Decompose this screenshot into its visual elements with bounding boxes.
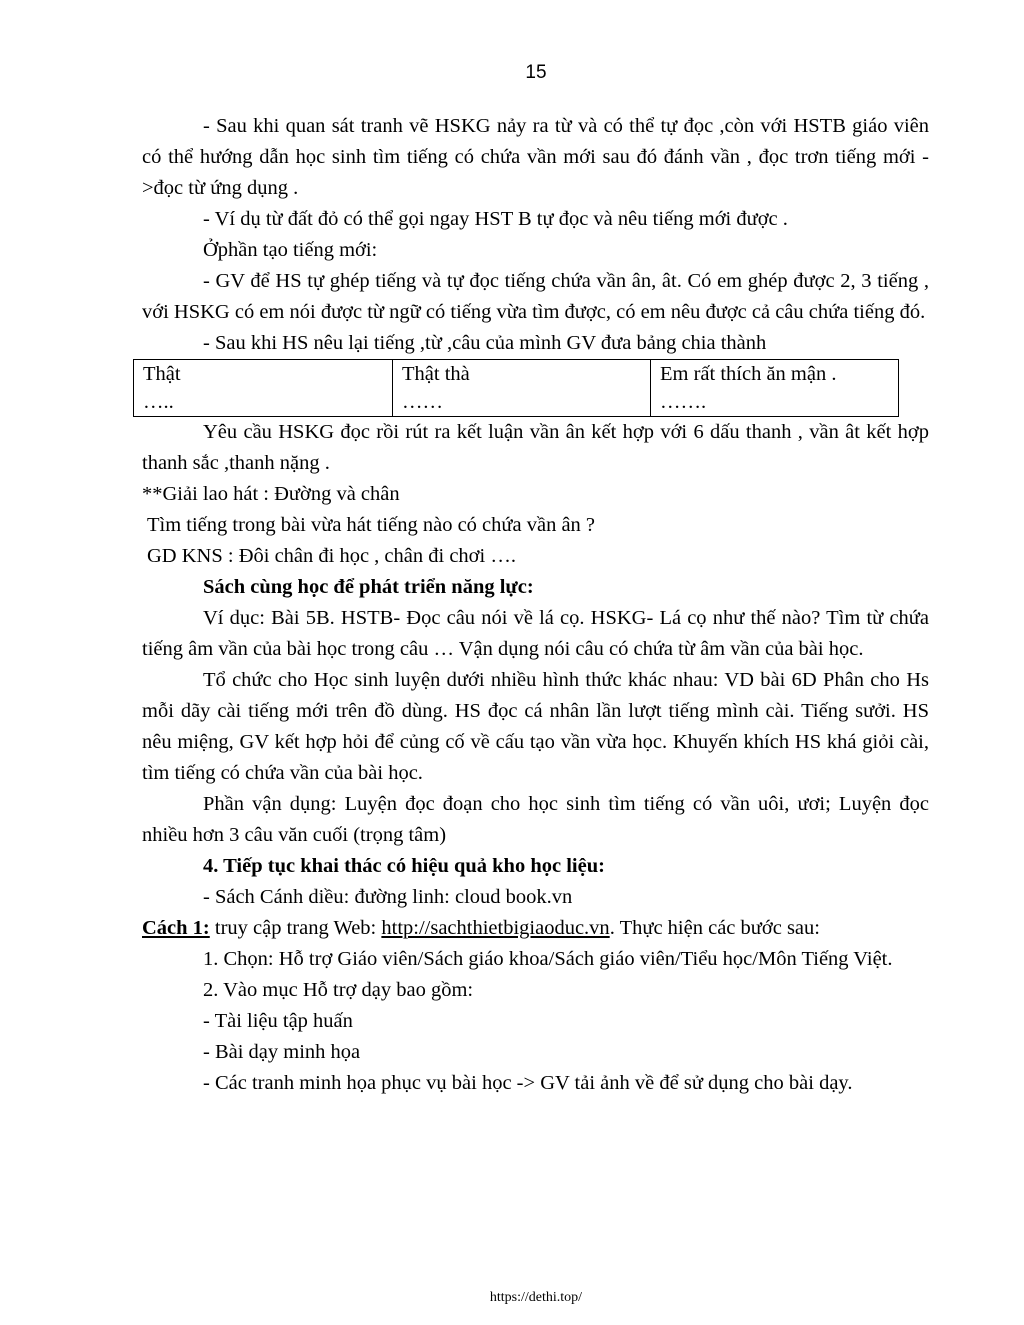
paragraph-16: - Tài liệu tập huấn	[203, 1010, 353, 1032]
website-link[interactable]: http://sachthietbigiaoduc.vn	[381, 917, 610, 939]
paragraph-12: Phần vận dụng: Luyện đọc đoạn cho học sinh tìm tiếng có vần uôi, ươi; Luyện đọc nhiều hơn 3 câu văn cuối (trọng tâm)	[142, 793, 929, 846]
cell-bottom-text: …..	[143, 391, 174, 413]
method-1-after: . Thực hiện các bước sau:	[609, 917, 820, 939]
paragraph-1: - Sau khi quan sát tranh vẽ HSKG nảy ra từ và có thể tự đọc ,còn với HSTB giáo viên có thể hướng dẫn học sinh tìm tiếng có chứa vần mới sau đó đánh vần , đọc trơn tiếng mới ->đọc từ ứng dụng .	[142, 115, 929, 199]
footer-url[interactable]: https://dethi.top/	[489, 1290, 583, 1305]
method-1-line	[142, 913, 929, 944]
document-body	[142, 111, 929, 1099]
paragraph-4: - GV để HS tự ghép tiếng và tự đọc tiếng chứa vần ân, ât. Có em ghép được 2, 3 tiếng , với HSKG có em nói được từ ngữ có tiếng vừa tìm được, có em nêu được cả câu chứa tiếng đó.	[142, 270, 929, 323]
paragraph-2: - Ví dụ từ đất đỏ có thể gọi ngay HST B tự đọc và nêu tiếng mới được .	[203, 208, 788, 230]
cell-top-text: Thật thà	[402, 363, 470, 385]
paragraph-8: Tìm tiếng trong bài vừa hát tiếng nào có chứa vần ân ?	[147, 514, 596, 536]
page-number: 15	[525, 62, 547, 83]
paragraph-7: **Giải lao hát : Đường và chân	[142, 483, 400, 505]
method-1-text: truy cập trang Web:	[209, 917, 382, 939]
paragraph-6: Yêu cầu HSKG đọc rồi rút ra kết luận vần ân kết hợp với 6 dấu thanh , vần ât kết hợp thanh sắc ,thanh nặng .	[142, 421, 929, 474]
table-cell	[651, 360, 899, 417]
table-row	[134, 360, 899, 417]
paragraph-14: 1. Chọn: Hỗ trợ Giáo viên/Sách giáo khoa/Sách giáo viên/Tiểu học/Môn Tiếng Việt.	[203, 948, 893, 970]
paragraph-3: Ởphần tạo tiếng mới:	[203, 239, 378, 261]
word-table	[133, 359, 899, 417]
table-cell	[393, 360, 651, 417]
cell-bottom-text: …….	[660, 391, 707, 413]
paragraph-5: - Sau khi HS nêu lại tiếng ,từ ,câu của mình GV đưa bảng chia thành	[203, 332, 767, 354]
cell-top-text: Em rất thích ăn mận .	[660, 363, 837, 385]
section-heading-1: Sách cùng học để phát triển năng lực:	[203, 576, 534, 598]
table-cell	[134, 360, 393, 417]
section-heading-2: 4. Tiếp tục khai thác có hiệu quả kho học liệu:	[203, 855, 605, 877]
paragraph-18: - Các tranh minh họa phục vụ bài học -> GV tải ảnh về để sử dụng cho bài dạy.	[203, 1072, 853, 1094]
cell-bottom-text: ……	[402, 391, 443, 413]
paragraph-10: Ví dục: Bài 5B. HSTB- Đọc câu nói về lá cọ. HSKG- Lá cọ như thế nào? Tìm từ chứa tiếng âm vần của bài học trong câu … Vận dụng nói câu có chứa từ âm vần của bài học.	[142, 607, 929, 660]
paragraph-13: - Sách Cánh diều: đường linh: cloud book.vn	[203, 886, 573, 908]
paragraph-15: 2. Vào mục Hỗ trợ dạy bao gồm:	[203, 979, 474, 1001]
paragraph-17: - Bài dạy minh họa	[203, 1041, 361, 1063]
cell-top-text: Thật	[143, 363, 181, 385]
paragraph-11: Tổ chức cho Học sinh luyện dưới nhiều hình thức khác nhau: VD bài 6D Phân cho Hs mỗi dãy cài tiếng mới trên đồ dùng. HS đọc cá nhân lần lượt tiếng mình cài. Tiếng sưởi. HS nêu miệng, GV kết hợp hỏi để củng cố về cấu tạo vần vừa học. Khuyến khích HS khá giỏi cài, tìm tiếng có chứa vần của bài học.	[142, 669, 929, 784]
method-1-label: Cách 1:	[142, 917, 210, 939]
paragraph-9: GD KNS : Đôi chân đi học , chân đi chơi ….	[147, 545, 516, 567]
